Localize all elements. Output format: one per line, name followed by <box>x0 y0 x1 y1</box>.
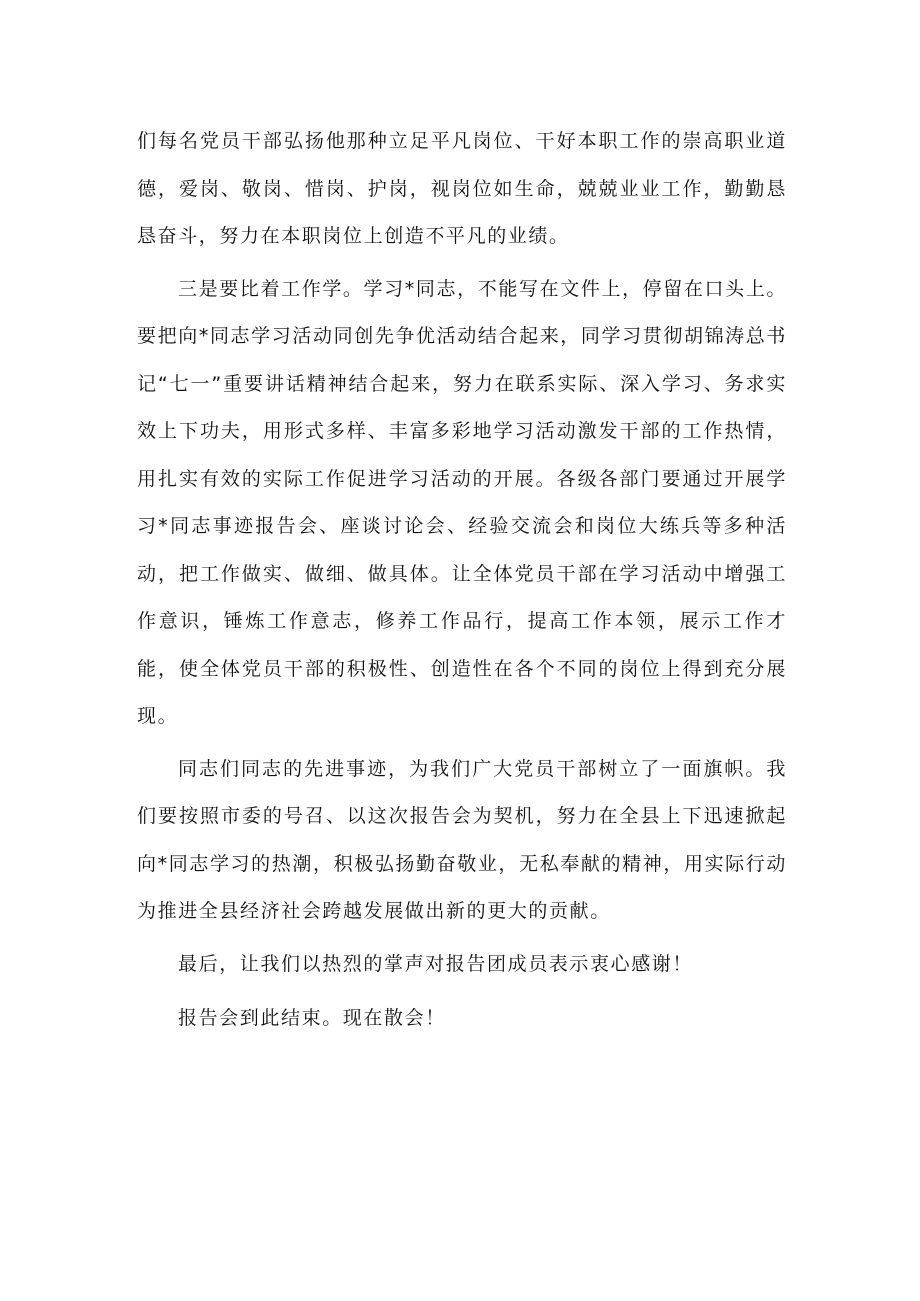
paragraph-1: 们每名党员干部弘扬他那种立足平凡岗位、干好本职工作的崇高职业道德，爱岗、敬岗、惜岗、护岗，视岗位如生命，兢兢业业工作，勤勤恳恳奋斗，努力在本职岗位上创造不平凡的业绩。 <box>137 130 787 247</box>
paragraph-closing-thanks: 最后，让我们以热烈的掌声对报告团成员表示衷心感谢！ <box>178 952 694 975</box>
document-page <box>137 118 787 1050</box>
paragraph-adjourn: 报告会到此结束。现在散会！ <box>178 1007 446 1029</box>
paragraph-3: 同志们同志的先进事迹，为我们广大党员干部树立了一面旗帜。我们要按照市委的号召、以这次报告会为契机，努力在全县上下迅速掀起向*同志学习的热潮，积极弘扬勤奋敬业，无私奉献的精神，用实际行动为推进全县经济社会跨越发展做出新的更大的贡献。 <box>137 757 787 922</box>
paragraph-2: 三是要比着工作学。学习*同志，不能写在文件上，停留在口头上。要把向*同志学习活动同创先争优活动结合起来，同学习贯彻胡锦涛总书记“七一”重要讲话精神结合起来，努力在联系实际、深入学习、务求实效上下功夫，用形式多样、丰富多彩地学习活动激发干部的工作热情，用扎实有效的实际工作促进学习活动的开展。各级各部门要通过开展学习*同志事迹报告会、座谈讨论会、经验交流会和岗位大练兵等多种活动，把工作做实、做细、做具体。让全体党员干部在学习活动中增强工作意识，锤炼工作意志，修养工作品行，提高工作本领，展示工作才能，使全体党员干部的积极性、创造性在各个不同的岗位上得到充分展现。 <box>137 277 787 727</box>
